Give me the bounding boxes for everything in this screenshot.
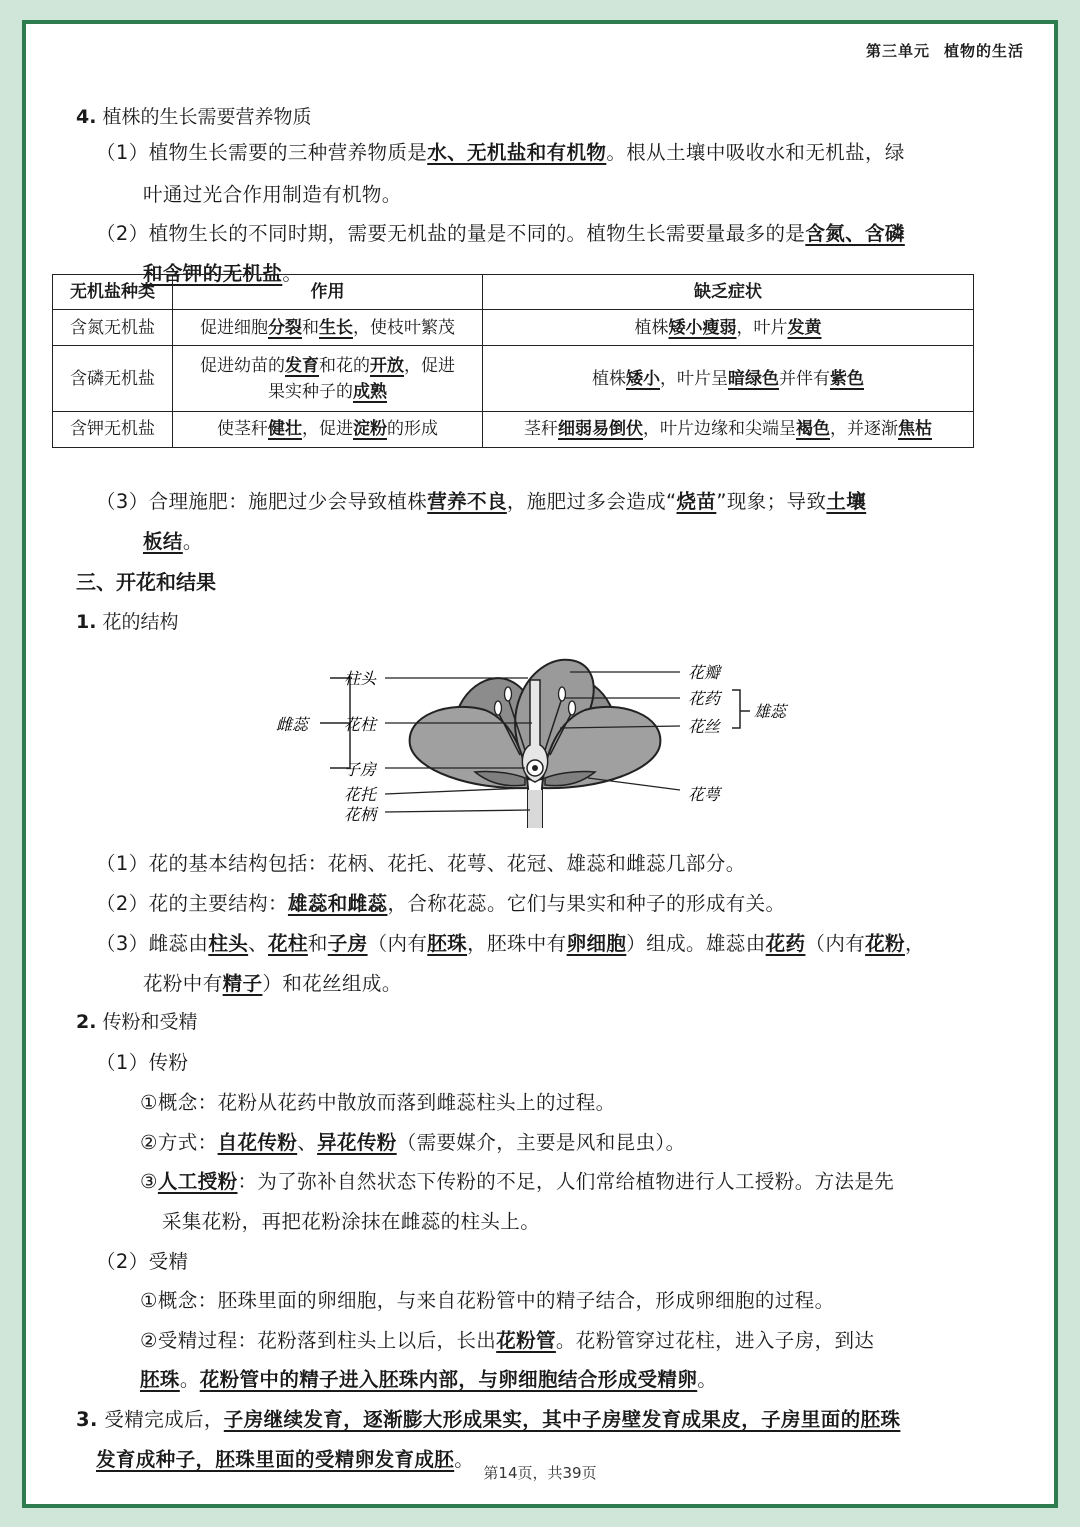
s4-p1-line1: （1）植物生长需要的三种营养物质是水、无机盐和有机物。根从土壤中吸收水和无机盐，绿 xyxy=(96,141,905,164)
anther-shape xyxy=(505,687,512,701)
pollination-concept: ①概念：花粉从花药中散放而落到雌蕊柱头上的过程。 xyxy=(140,1091,616,1114)
table-row xyxy=(53,310,974,346)
label-pistil: 雌蕊 xyxy=(276,715,309,734)
artificial-pollination-line1: ③人工授粉：为了弥补自然状态下传粉的不足，人们常给植物进行人工授粉。方法是先 xyxy=(140,1170,895,1193)
label-petal: 花瓣 xyxy=(688,663,721,682)
table-header: 作用 xyxy=(173,275,483,310)
section-3-title: 三、开花和结果 xyxy=(76,570,216,594)
fertilization-subtitle: （2）受精 xyxy=(96,1250,189,1273)
page-footer: 第14页，共39页 xyxy=(483,1464,597,1482)
table-cell-name: 含氮无机盐 xyxy=(53,310,173,346)
label-sepal: 花萼 xyxy=(688,785,721,804)
chapter-label: 植物的生活 xyxy=(943,42,1024,60)
artificial-pollination-line2: 采集花粉，再把花粉涂抹在雌蕊的柱头上。 xyxy=(162,1210,541,1233)
flower-structure-diagram xyxy=(270,650,810,830)
table-row xyxy=(53,346,974,412)
table-header: 无机盐种类 xyxy=(53,275,173,310)
egg-cell-shape xyxy=(532,765,538,771)
anther-shape xyxy=(495,701,502,715)
pollination-title: 2. 传粉和受精 xyxy=(76,1011,198,1033)
unit-label: 第三单元 xyxy=(865,42,930,60)
label-filament: 花丝 xyxy=(688,717,721,736)
label-style: 花柱 xyxy=(344,715,377,734)
flower-structure-title: 1. 花的结构 xyxy=(76,611,179,633)
fertilization-concept: ①概念：胚珠里面的卵细胞，与来自花粉管中的精子结合，形成卵细胞的过程。 xyxy=(140,1289,835,1312)
s4-p2-line2: 和含钾的无机盐。 xyxy=(143,262,303,285)
table-header: 缺乏症状 xyxy=(483,275,974,310)
table-header-row xyxy=(53,275,974,310)
label-ovary: 子房 xyxy=(344,760,377,779)
label-anther: 花药 xyxy=(688,689,721,708)
table-cell-effect: 促进幼苗的发育和花的开放，促进 果实种子的成熟 xyxy=(173,346,483,412)
s4-p1-line2: 叶通过光合作用制造有机物。 xyxy=(143,183,402,206)
table-cell-effect: 促进细胞分裂和生长，使枝叶繁茂 xyxy=(173,310,483,346)
fertilization-process-line2: 胚珠。花粉管中的精子进入胚珠内部，与卵细胞结合形成受精卵。 xyxy=(140,1368,718,1391)
flower-point-1: （1）花的基本结构包括：花柄、花托、花萼、花冠、雄蕊和雌蕊几部分。 xyxy=(96,852,746,875)
label-stigma: 柱头 xyxy=(344,669,377,688)
leader-line-sepal xyxy=(588,778,680,790)
s4-p3-line1: （3）合理施肥：施肥过少会导致植株营养不良，施肥过多会造成“烧苗”现象；导致土壤 xyxy=(96,490,867,513)
label-stamen: 雄蕊 xyxy=(754,702,787,721)
s4-p3-line2: 板结。 xyxy=(143,530,203,553)
label-receptacle: 花托 xyxy=(344,785,377,804)
pollination-method: ②方式：自花传粉、异花传粉（需要媒介，主要是风和昆虫）。 xyxy=(140,1131,686,1154)
page-header xyxy=(866,40,1024,61)
flower-point-2: （2）花的主要结构：雄蕊和雌蕊，合称花蕊。它们与果实和种子的形成有关。 xyxy=(96,892,786,915)
stem-fill xyxy=(528,790,542,828)
pollination-subtitle: （1）传粉 xyxy=(96,1051,189,1074)
table-cell-symptom: 茎秆细弱易倒伏，叶片边缘和尖端呈褐色，并逐渐焦枯 xyxy=(483,412,974,447)
after-fertilization-line2: 发育成种子，胚珠里面的受精卵发育成胚。 xyxy=(96,1448,475,1471)
flower-point-3-line2: 花粉中有精子）和花丝组成。 xyxy=(143,972,402,995)
table-row xyxy=(53,412,974,447)
fertilization-process-line1: ②受精过程：花粉落到柱头上以后，长出花粉管。花粉管穿过花柱，进入子房，到达 xyxy=(140,1329,875,1352)
table-cell-symptom: 植株矮小瘦弱，叶片发黄 xyxy=(483,310,974,346)
anther-shape xyxy=(559,687,566,701)
table-cell-name: 含钾无机盐 xyxy=(53,412,173,447)
after-fertilization-line1: 3. 受精完成后，子房继续发育，逐渐膨大形成果实，其中子房壁发育成果皮，子房里面的胚珠 xyxy=(76,1408,901,1431)
table-cell-name: 含磷无机盐 xyxy=(53,346,173,412)
label-pedicel: 花柄 xyxy=(344,805,377,824)
leader-line-pedicel xyxy=(385,810,530,812)
table-cell-effect: 使茎秆健壮，促进淀粉的形成 xyxy=(173,412,483,447)
table-cell-symptom: 植株矮小，叶片呈暗绿色并伴有紫色 xyxy=(483,346,974,412)
flower-point-3-line1: （3）雌蕊由柱头、花柱和子房（内有胚珠，胚珠中有卵细胞）组成。雄蕊由花药（内有花粉， xyxy=(96,932,925,955)
leader-line-receptacle xyxy=(385,788,525,794)
s4-p2-line1: （2）植物生长的不同时期，需要无机盐的量是不同的。植物生长需要量最多的是含氮、含磷 xyxy=(96,222,905,245)
stamen-bracket xyxy=(732,690,740,728)
mineral-salt-table xyxy=(52,274,974,448)
anther-shape xyxy=(569,701,576,715)
section-4-title: 4. 植株的生长需要营养物质 xyxy=(76,106,312,128)
